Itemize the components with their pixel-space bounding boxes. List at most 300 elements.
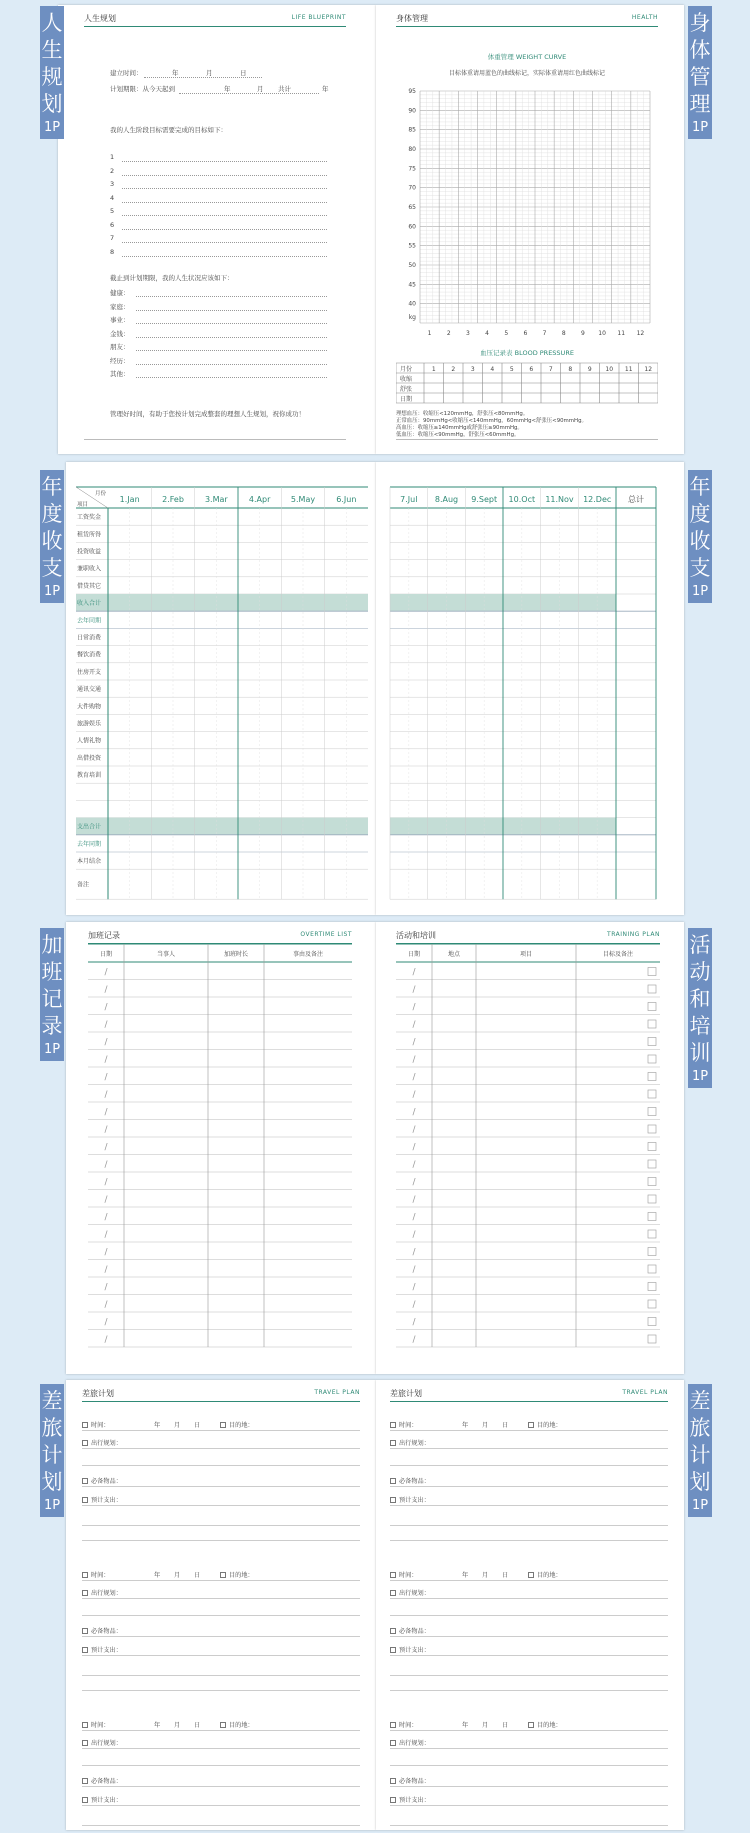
bp-note: 高血压：收缩压≥140mmHg或舒张压≥90mmHg。 bbox=[396, 425, 523, 431]
weight-curve-chart bbox=[396, 83, 658, 345]
travel-time-row bbox=[82, 1720, 110, 1729]
rule-line bbox=[390, 1540, 668, 1541]
travel-field-label: 出行规划： bbox=[91, 1740, 122, 1747]
destination-label: 目的地： bbox=[537, 1422, 562, 1429]
row-label: 支出合计 bbox=[77, 823, 102, 831]
checkbox-icon bbox=[82, 1722, 88, 1728]
checkbox-icon bbox=[648, 1055, 656, 1063]
rule-line bbox=[82, 1540, 360, 1541]
date-slash: / bbox=[104, 1265, 108, 1275]
goal-line bbox=[122, 256, 327, 257]
destination-row bbox=[528, 1720, 562, 1729]
checkbox-icon bbox=[528, 1422, 534, 1428]
area-label: 金钱： bbox=[110, 329, 130, 338]
period-month: 月 bbox=[257, 85, 264, 93]
date-slash: / bbox=[104, 1090, 108, 1100]
date-slash: / bbox=[104, 1300, 108, 1310]
month-label: 月 bbox=[482, 1722, 489, 1729]
travel-field-label: 必备物品： bbox=[91, 1628, 122, 1635]
goal-number: 1 bbox=[110, 153, 115, 161]
destination-row bbox=[220, 1420, 254, 1429]
month-header: 10.Oct bbox=[508, 495, 536, 504]
rule-line bbox=[82, 1615, 360, 1616]
travel-field-row bbox=[390, 1588, 430, 1597]
row-label: 本月结余 bbox=[77, 858, 102, 866]
checkbox-icon bbox=[390, 1647, 396, 1653]
date-slash: / bbox=[104, 1247, 108, 1258]
rule-line bbox=[390, 1765, 668, 1766]
checkbox-icon bbox=[390, 1478, 396, 1484]
x-tick-label: 5 bbox=[504, 330, 509, 337]
page-title: 加班记录 bbox=[88, 931, 120, 940]
page-title: 人生规划 bbox=[84, 14, 116, 23]
day-label: 日 bbox=[502, 1422, 509, 1429]
column-header: 目标及备注 bbox=[602, 951, 634, 958]
y-tick-label: 55 bbox=[408, 242, 416, 250]
checkbox-icon bbox=[82, 1572, 88, 1578]
overtime-page bbox=[66, 922, 376, 1374]
checkbox-icon bbox=[390, 1778, 396, 1784]
goal-number: 5 bbox=[110, 207, 115, 215]
summary-band bbox=[76, 594, 368, 611]
date-slash: / bbox=[104, 1055, 108, 1065]
x-tick-label: 7 bbox=[542, 330, 547, 337]
checkbox-icon bbox=[390, 1590, 396, 1596]
area-label: 经历： bbox=[110, 356, 130, 365]
tag-travel-right bbox=[688, 1384, 712, 1517]
checkbox-icon bbox=[390, 1572, 396, 1578]
travel-field-label: 出行规划： bbox=[91, 1590, 122, 1597]
month-label: 月 bbox=[482, 1572, 489, 1579]
date-slash: / bbox=[104, 967, 108, 978]
rule-line bbox=[82, 1486, 360, 1487]
checkbox-icon bbox=[390, 1722, 396, 1728]
after-intro: 截止到计划期限，我的人生状况应该如下： bbox=[110, 274, 234, 282]
checkbox-icon bbox=[390, 1740, 396, 1746]
checkbox-icon bbox=[82, 1590, 88, 1596]
y-tick-label: 65 bbox=[408, 204, 416, 211]
row-label: 工资奖金 bbox=[77, 514, 102, 522]
travel-field-row bbox=[82, 1438, 122, 1447]
day-label: 日 bbox=[502, 1722, 509, 1729]
travel-plan-right-page bbox=[376, 1380, 684, 1830]
date-slash: / bbox=[412, 1107, 416, 1118]
bp-row-label: 日期 bbox=[400, 396, 413, 403]
tag-text: 差旅计划 bbox=[41, 1389, 63, 1494]
rule-line bbox=[82, 1825, 360, 1826]
bp-month-label: 6 bbox=[529, 366, 534, 373]
date-slash: / bbox=[104, 1317, 108, 1328]
summary-band bbox=[76, 818, 368, 835]
tag-training bbox=[688, 928, 712, 1088]
training-table bbox=[396, 944, 660, 1364]
x-tick-label: 10 bbox=[598, 330, 606, 337]
travel-field-row bbox=[390, 1626, 430, 1635]
time-label: 时间： bbox=[399, 1572, 418, 1579]
travel-field-row bbox=[390, 1495, 430, 1504]
checkbox-icon bbox=[648, 1073, 656, 1081]
rule-line bbox=[390, 1430, 668, 1431]
rule-line bbox=[390, 1598, 668, 1599]
rule-line bbox=[390, 1505, 668, 1506]
month-label: 月 bbox=[174, 1722, 181, 1729]
tag-text: 身体管理 bbox=[689, 11, 711, 116]
date-slash: / bbox=[104, 1107, 108, 1118]
goal-line bbox=[122, 175, 327, 176]
page-subtitle: TRAVEL PLAN bbox=[622, 1389, 668, 1396]
checkbox-icon bbox=[82, 1478, 88, 1484]
month-label: 月 bbox=[174, 1572, 181, 1579]
travel-field-label: 必备物品： bbox=[91, 1478, 122, 1485]
travel-field-label: 必备物品： bbox=[91, 1778, 122, 1785]
rule-line bbox=[390, 1615, 668, 1616]
bp-month-label: 8 bbox=[568, 366, 573, 373]
checkbox-icon bbox=[648, 1108, 656, 1116]
area-label: 家庭： bbox=[110, 302, 130, 311]
area-line bbox=[136, 323, 327, 324]
rule-line bbox=[82, 1448, 360, 1449]
checkbox-icon bbox=[390, 1497, 396, 1503]
travel-field-label: 出行规划： bbox=[91, 1440, 122, 1447]
tag-text: 加班记录 bbox=[41, 933, 63, 1038]
checkbox-icon bbox=[82, 1422, 88, 1428]
tag-pages: 1P bbox=[43, 1498, 61, 1513]
travel-field-row bbox=[390, 1476, 430, 1485]
area-label: 事业： bbox=[110, 316, 130, 324]
date-slash: / bbox=[412, 1072, 416, 1083]
checkbox-icon bbox=[82, 1797, 88, 1803]
travel-field-label: 必备物品： bbox=[399, 1628, 430, 1635]
date-slash: / bbox=[412, 1125, 416, 1135]
rule-line bbox=[82, 1505, 360, 1506]
checkbox-icon bbox=[648, 1318, 656, 1326]
time-label: 时间： bbox=[91, 1572, 110, 1579]
date-slash: / bbox=[104, 985, 108, 995]
rule-line bbox=[82, 1730, 360, 1731]
page-subtitle: OVERTIME LIST bbox=[300, 931, 352, 938]
bp-month-label: 9 bbox=[587, 366, 592, 373]
rule-line bbox=[390, 1465, 668, 1466]
column-header: 事由及备注 bbox=[292, 951, 324, 958]
checkbox-icon bbox=[648, 1335, 656, 1343]
bp-note: 正常血压：90mmHg<收缩压<140mmHg，60mmHg<舒张压<90mmHg。 bbox=[396, 418, 587, 424]
checkbox-icon bbox=[390, 1440, 396, 1446]
rule-line bbox=[390, 1486, 668, 1487]
date-slash: / bbox=[104, 1142, 108, 1153]
travel-field-label: 出行规划： bbox=[399, 1440, 430, 1447]
tag-text: 人生规划 bbox=[41, 11, 63, 116]
date-slash: / bbox=[412, 1055, 416, 1065]
tag-pages: 1P bbox=[43, 584, 61, 599]
row-label: 住房开支 bbox=[77, 668, 102, 676]
row-label: 收入合计 bbox=[77, 600, 102, 608]
travel-field-label: 预计支出： bbox=[399, 1797, 430, 1804]
travel-time-row bbox=[390, 1570, 418, 1579]
checkbox-icon bbox=[648, 1195, 656, 1203]
travel-field-row bbox=[82, 1588, 122, 1597]
period-label: 计划期限：从今天起到 bbox=[110, 85, 175, 93]
period-years: 年 bbox=[322, 85, 329, 93]
rule-line bbox=[82, 1580, 360, 1581]
rule-line bbox=[82, 1430, 360, 1431]
date-slash: / bbox=[412, 1265, 416, 1275]
date-slash: / bbox=[412, 1247, 416, 1258]
page-title: 差旅计划 bbox=[82, 1389, 114, 1398]
travel-field-row bbox=[82, 1495, 122, 1504]
rule-line bbox=[82, 1805, 360, 1806]
year-label: 年 bbox=[154, 1422, 161, 1429]
date-slash: / bbox=[104, 1072, 108, 1083]
x-tick-label: 8 bbox=[561, 330, 566, 337]
checkbox-icon bbox=[648, 1300, 656, 1308]
date-slash: / bbox=[104, 1195, 108, 1205]
time-label: 时间： bbox=[91, 1422, 110, 1429]
corner-bottom: 项目 bbox=[77, 502, 89, 508]
column-header: 日期 bbox=[407, 951, 421, 958]
checkbox-icon bbox=[648, 1143, 656, 1151]
goal-number: 7 bbox=[110, 234, 115, 242]
y-tick-label: 80 bbox=[408, 146, 416, 153]
travel-field-row bbox=[82, 1645, 122, 1654]
checkbox-icon bbox=[648, 1160, 656, 1168]
tag-text: 年度收支 bbox=[41, 475, 63, 580]
rule-line bbox=[82, 1765, 360, 1766]
bp-month-label: 10 bbox=[605, 366, 614, 373]
destination-label: 目的地： bbox=[229, 1572, 254, 1579]
date-slash: / bbox=[104, 1177, 108, 1188]
row-label: 大件购物 bbox=[77, 703, 102, 711]
rule-line bbox=[390, 1448, 668, 1449]
bp-month-label: 5 bbox=[509, 366, 514, 373]
row-label: 兼职收入 bbox=[77, 565, 102, 573]
goal-line bbox=[122, 229, 327, 230]
travel-time-row bbox=[82, 1570, 110, 1579]
day-label: 日 bbox=[194, 1422, 201, 1429]
rule-line bbox=[390, 1675, 668, 1676]
checkbox-icon bbox=[528, 1722, 534, 1728]
travel-field-label: 预计支出： bbox=[91, 1647, 122, 1654]
tag-text: 年度收支 bbox=[689, 475, 711, 580]
checkbox-icon bbox=[220, 1572, 226, 1578]
year-label: 年 bbox=[154, 1722, 161, 1729]
annual-budget-table-right bbox=[376, 462, 684, 915]
y-tick-label: 95 bbox=[408, 88, 416, 95]
travel-time-row bbox=[390, 1420, 418, 1429]
tag-travel-left bbox=[40, 1384, 64, 1517]
travel-field-label: 预计支出： bbox=[91, 1797, 122, 1804]
tag-year-right bbox=[688, 470, 712, 603]
checkbox-icon bbox=[82, 1740, 88, 1746]
tag-pages: 1P bbox=[43, 120, 61, 135]
goal-line bbox=[122, 188, 327, 189]
day-label: 日 bbox=[194, 1572, 201, 1579]
date-slash: / bbox=[412, 1020, 416, 1030]
destination-label: 目的地： bbox=[229, 1422, 254, 1429]
row-label: 通讯交通 bbox=[77, 686, 102, 694]
checkbox-icon bbox=[390, 1797, 396, 1803]
checkbox-icon bbox=[648, 1265, 656, 1273]
month-header: 7.Jul bbox=[400, 495, 418, 504]
goal-line bbox=[122, 202, 327, 203]
travel-field-label: 预计支出： bbox=[91, 1497, 122, 1504]
travel-field-label: 预计支出： bbox=[399, 1647, 430, 1654]
year-label: 年 bbox=[462, 1722, 469, 1729]
time-label: 时间： bbox=[399, 1422, 418, 1429]
bp-month-label: 4 bbox=[490, 366, 495, 373]
rule-line bbox=[390, 1786, 668, 1787]
y-tick-label: 40 bbox=[408, 300, 416, 308]
row-label: 旅游娱乐 bbox=[77, 720, 102, 728]
travel-field-row bbox=[390, 1645, 430, 1654]
row-label: 去年同期 bbox=[77, 840, 102, 848]
date-label: 建立时间： bbox=[110, 69, 143, 77]
travel-field-row bbox=[82, 1776, 122, 1785]
tag-text: 差旅计划 bbox=[689, 1389, 711, 1494]
area-line bbox=[136, 296, 327, 297]
y-tick-label: 50 bbox=[408, 262, 416, 269]
y-tick-label: 90 bbox=[408, 107, 416, 115]
bp-row-label: 收缩 bbox=[400, 376, 413, 383]
bp-note: 理想血压：收缩压<120mmHg，舒张压<80mmHg。 bbox=[396, 411, 529, 417]
checkbox-icon bbox=[648, 1248, 656, 1256]
checkbox-icon bbox=[648, 1003, 656, 1011]
tag-overtime bbox=[40, 928, 64, 1061]
bp-row-label: 舒张 bbox=[400, 386, 413, 393]
bp-month-label: 2 bbox=[451, 366, 456, 373]
page-title: 差旅计划 bbox=[390, 1389, 422, 1398]
year-label: 年 bbox=[172, 69, 179, 77]
column-header: 地点 bbox=[447, 951, 461, 958]
checkbox-icon bbox=[648, 1230, 656, 1238]
goal-number: 4 bbox=[110, 193, 115, 202]
x-tick-label: 11 bbox=[617, 330, 626, 337]
row-label: 投资收益 bbox=[77, 548, 102, 556]
date-slash: / bbox=[412, 1335, 416, 1345]
bp-month-label: 1 bbox=[431, 366, 436, 373]
checkbox-icon bbox=[82, 1647, 88, 1653]
travel-field-label: 预计支出： bbox=[399, 1497, 430, 1504]
checkbox-icon bbox=[390, 1628, 396, 1634]
travel-field-label: 出行规划： bbox=[399, 1740, 430, 1747]
year-label: 年 bbox=[462, 1422, 469, 1429]
date-slash: / bbox=[104, 1037, 108, 1048]
travel-field-row bbox=[82, 1795, 122, 1804]
row-label: 教育培训 bbox=[77, 772, 102, 780]
month-header: 3.Mar bbox=[204, 495, 228, 504]
bp-title: 血压记录表 BLOOD PRESSURE bbox=[480, 349, 574, 357]
date-slash: / bbox=[104, 1020, 108, 1030]
annual-budget-table-left bbox=[66, 462, 376, 915]
rule-line bbox=[390, 1636, 668, 1637]
annual-budget-right-page bbox=[376, 462, 684, 915]
rule-line bbox=[82, 1655, 360, 1656]
area-line bbox=[136, 364, 327, 365]
rule-line bbox=[390, 1655, 668, 1656]
area-line bbox=[136, 350, 327, 351]
checkbox-icon bbox=[220, 1422, 226, 1428]
y-tick-label: 85 bbox=[408, 126, 416, 134]
travel-field-row bbox=[390, 1795, 430, 1804]
row-label: 餐饮消费 bbox=[77, 651, 102, 659]
month-header: 9.Sept bbox=[471, 495, 498, 504]
travel-field-label: 出行规划： bbox=[399, 1590, 430, 1597]
checkbox-icon bbox=[648, 1038, 656, 1046]
y-tick-label: 70 bbox=[408, 184, 416, 192]
checkbox-icon bbox=[82, 1497, 88, 1503]
day-label: 日 bbox=[240, 69, 247, 77]
bp-month-label: 3 bbox=[470, 366, 475, 373]
travel-plan-left-page bbox=[66, 1380, 376, 1830]
month-label: 月 bbox=[206, 69, 213, 77]
rule-line bbox=[390, 1825, 668, 1826]
month-header: 5.May bbox=[290, 495, 316, 504]
goal-number: 6 bbox=[110, 220, 115, 229]
tag-health bbox=[688, 6, 712, 139]
date-slash: / bbox=[412, 1195, 416, 1205]
x-tick-label: 1 bbox=[427, 330, 432, 337]
goal-line bbox=[122, 242, 327, 243]
checkbox-icon bbox=[82, 1440, 88, 1446]
travel-field-row bbox=[390, 1738, 430, 1747]
date-slash: / bbox=[104, 1160, 108, 1170]
goal-number: 8 bbox=[110, 247, 115, 256]
checkbox-icon bbox=[528, 1572, 534, 1578]
area-label: 健康： bbox=[110, 289, 130, 297]
date-slash: / bbox=[104, 1230, 108, 1240]
day-label: 日 bbox=[194, 1722, 201, 1729]
period-total: 共计 bbox=[278, 85, 291, 93]
row-label: 日常消费 bbox=[77, 634, 102, 642]
month-header: 12.Dec bbox=[583, 495, 612, 504]
tag-pages: 1P bbox=[43, 1042, 61, 1057]
month-header: 6.Jun bbox=[336, 495, 357, 504]
footer-text: 管理好时间，有助于您按计划完成整套的理想人生规划，祝你成功！ bbox=[110, 410, 305, 418]
column-header: 当事人 bbox=[156, 951, 176, 958]
checkbox-icon bbox=[648, 1125, 656, 1133]
date-slash: / bbox=[412, 967, 416, 978]
date-slash: / bbox=[412, 1002, 416, 1013]
bp-month-label: 12 bbox=[644, 366, 653, 373]
page-title: 身体管理 bbox=[396, 14, 428, 23]
bp-month-label: 7 bbox=[548, 366, 553, 373]
page-subtitle: TRAINING PLAN bbox=[607, 931, 660, 938]
area-label: 朋友： bbox=[110, 343, 130, 351]
row-label: 租赁所得 bbox=[77, 531, 102, 539]
blood-pressure-table bbox=[396, 362, 658, 404]
travel-field-row bbox=[82, 1626, 122, 1635]
checkbox-icon bbox=[648, 1178, 656, 1186]
rule-line bbox=[82, 1598, 360, 1599]
travel-field-row bbox=[390, 1438, 430, 1447]
destination-label: 目的地： bbox=[537, 1722, 562, 1729]
row-label: 备注 bbox=[77, 881, 90, 889]
row-label: 去年同期 bbox=[77, 617, 102, 625]
travel-time-row bbox=[82, 1420, 110, 1429]
column-header: 项目 bbox=[519, 951, 533, 958]
goal-number: 2 bbox=[110, 166, 115, 175]
month-header: 11.Nov bbox=[545, 495, 574, 504]
travel-field-label: 必备物品： bbox=[399, 1478, 430, 1485]
x-tick-label: 3 bbox=[466, 330, 470, 337]
date-slash: / bbox=[104, 1335, 108, 1345]
corner-top: 月份 bbox=[94, 491, 106, 497]
tag-pages: 1P bbox=[691, 120, 709, 135]
month-label: 月 bbox=[482, 1422, 489, 1429]
travel-time-row bbox=[390, 1720, 418, 1729]
x-tick-label: 9 bbox=[581, 330, 585, 337]
rule-line bbox=[390, 1580, 668, 1581]
travel-field-row bbox=[82, 1476, 122, 1485]
